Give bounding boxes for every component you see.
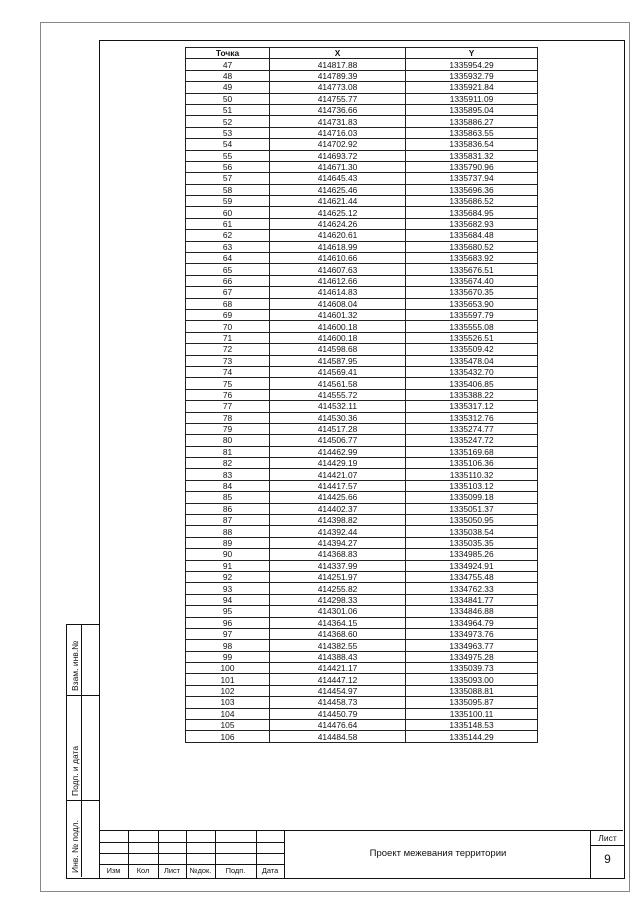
point-cell: 65 xyxy=(186,264,270,275)
sheet-label: Лист xyxy=(591,831,624,846)
point-cell: 98 xyxy=(186,640,270,651)
y-cell: 1335597.79 xyxy=(406,309,538,320)
y-cell: 1335051.37 xyxy=(406,503,538,514)
table-header-row xyxy=(186,48,538,59)
table-row xyxy=(186,355,538,366)
x-cell: 414382.55 xyxy=(270,640,406,651)
x-cell: 414625.12 xyxy=(270,207,406,218)
table-row xyxy=(186,492,538,503)
point-cell: 48 xyxy=(186,70,270,81)
table-row xyxy=(186,560,538,571)
x-cell: 414569.41 xyxy=(270,366,406,377)
table-row xyxy=(186,173,538,184)
point-cell: 58 xyxy=(186,184,270,195)
point-cell: 50 xyxy=(186,93,270,104)
point-cell: 75 xyxy=(186,378,270,389)
col-date: Дата xyxy=(261,866,279,875)
point-cell: 86 xyxy=(186,503,270,514)
y-cell: 1334975.28 xyxy=(406,651,538,662)
side-stamp xyxy=(66,624,99,879)
table-row xyxy=(186,218,538,229)
point-cell: 62 xyxy=(186,230,270,241)
x-cell: 414417.57 xyxy=(270,480,406,491)
table-row xyxy=(186,241,538,252)
x-cell: 414625.46 xyxy=(270,184,406,195)
y-cell: 1334755.48 xyxy=(406,571,538,582)
point-cell: 69 xyxy=(186,309,270,320)
table-row xyxy=(186,515,538,526)
y-cell: 1335432.70 xyxy=(406,366,538,377)
point-cell: 74 xyxy=(186,366,270,377)
x-cell: 414398.82 xyxy=(270,515,406,526)
title-block xyxy=(99,830,623,878)
point-cell: 95 xyxy=(186,606,270,617)
sheet-number: 9 xyxy=(604,852,611,866)
point-cell: 49 xyxy=(186,82,270,93)
x-cell: 414555.72 xyxy=(270,389,406,400)
y-cell: 1334924.91 xyxy=(406,560,538,571)
x-cell: 414301.06 xyxy=(270,606,406,617)
table-row xyxy=(186,184,538,195)
x-cell: 414530.36 xyxy=(270,412,406,423)
x-cell: 414817.88 xyxy=(270,59,406,70)
table-row xyxy=(186,663,538,674)
x-cell: 414429.19 xyxy=(270,458,406,469)
table-row xyxy=(186,628,538,639)
table-row xyxy=(186,196,538,207)
point-cell: 85 xyxy=(186,492,270,503)
y-cell: 1335317.12 xyxy=(406,401,538,412)
table-row xyxy=(186,412,538,423)
y-cell: 1335886.27 xyxy=(406,116,538,127)
table-row xyxy=(186,435,538,446)
y-cell: 1335274.77 xyxy=(406,423,538,434)
point-cell: 92 xyxy=(186,571,270,582)
y-cell: 1335683.92 xyxy=(406,253,538,264)
point-cell: 82 xyxy=(186,458,270,469)
point-cell: 88 xyxy=(186,526,270,537)
point-cell: 93 xyxy=(186,583,270,594)
y-cell: 1335921.84 xyxy=(406,82,538,93)
point-cell: 53 xyxy=(186,127,270,138)
table-row xyxy=(186,116,538,127)
y-cell: 1335388.22 xyxy=(406,389,538,400)
table-row xyxy=(186,309,538,320)
y-cell: 1335509.42 xyxy=(406,344,538,355)
table-row xyxy=(186,549,538,560)
x-cell: 414421.17 xyxy=(270,663,406,674)
point-cell: 99 xyxy=(186,651,270,662)
table-row xyxy=(186,150,538,161)
point-cell: 89 xyxy=(186,537,270,548)
table-row xyxy=(186,253,538,264)
point-cell: 59 xyxy=(186,196,270,207)
point-cell: 68 xyxy=(186,298,270,309)
x-cell: 414476.64 xyxy=(270,720,406,731)
y-cell: 1335526.51 xyxy=(406,332,538,343)
point-cell: 72 xyxy=(186,344,270,355)
x-cell: 414702.92 xyxy=(270,139,406,150)
x-cell: 414731.83 xyxy=(270,116,406,127)
x-cell: 414506.77 xyxy=(270,435,406,446)
y-cell: 1335684.95 xyxy=(406,207,538,218)
y-cell: 1335144.29 xyxy=(406,731,538,742)
x-cell: 414618.99 xyxy=(270,241,406,252)
table-row xyxy=(186,298,538,309)
table-row xyxy=(186,127,538,138)
point-cell: 84 xyxy=(186,480,270,491)
table-row xyxy=(186,708,538,719)
point-cell: 70 xyxy=(186,321,270,332)
y-cell: 1335863.55 xyxy=(406,127,538,138)
y-cell: 1335954.29 xyxy=(406,59,538,70)
y-cell: 1334985.26 xyxy=(406,549,538,560)
y-cell: 1335676.51 xyxy=(406,264,538,275)
x-cell: 414255.82 xyxy=(270,583,406,594)
table-row xyxy=(186,674,538,685)
x-cell: 414454.97 xyxy=(270,685,406,696)
point-cell: 106 xyxy=(186,731,270,742)
document-title: Проект межевания территории xyxy=(369,848,507,859)
y-cell: 1335682.93 xyxy=(406,218,538,229)
point-cell: 61 xyxy=(186,218,270,229)
y-cell: 1335106.36 xyxy=(406,458,538,469)
x-cell: 414561.58 xyxy=(270,378,406,389)
point-cell: 64 xyxy=(186,253,270,264)
table-row xyxy=(186,59,538,70)
side-cell-signature-date xyxy=(67,695,99,801)
y-cell: 1335148.53 xyxy=(406,720,538,731)
point-cell: 51 xyxy=(186,104,270,115)
x-cell: 414298.33 xyxy=(270,594,406,605)
table-row xyxy=(186,70,538,81)
x-cell: 414517.28 xyxy=(270,423,406,434)
x-cell: 414462.99 xyxy=(270,446,406,457)
y-cell: 1335099.18 xyxy=(406,492,538,503)
x-cell: 414671.30 xyxy=(270,161,406,172)
table-row xyxy=(186,207,538,218)
x-cell: 414394.27 xyxy=(270,537,406,548)
table-row xyxy=(186,93,538,104)
y-cell: 1335312.76 xyxy=(406,412,538,423)
table-row xyxy=(186,720,538,731)
x-cell: 414458.73 xyxy=(270,697,406,708)
table-row xyxy=(186,287,538,298)
x-cell: 414484.58 xyxy=(270,731,406,742)
y-cell: 1334846.88 xyxy=(406,606,538,617)
y-cell: 1335169.68 xyxy=(406,446,538,457)
point-cell: 66 xyxy=(186,275,270,286)
point-cell: 67 xyxy=(186,287,270,298)
x-cell: 414621.44 xyxy=(270,196,406,207)
y-cell: 1335831.32 xyxy=(406,150,538,161)
col-sheet: Лист xyxy=(163,866,181,875)
table-row xyxy=(186,378,538,389)
x-cell: 414614.83 xyxy=(270,287,406,298)
revision-grid xyxy=(99,831,284,878)
side-cell-replacement xyxy=(67,625,99,696)
x-cell: 414716.03 xyxy=(270,127,406,138)
header-y: Y xyxy=(406,48,538,59)
y-cell: 1335790.96 xyxy=(406,161,538,172)
x-cell: 414421.07 xyxy=(270,469,406,480)
y-cell: 1335110.32 xyxy=(406,469,538,480)
x-cell: 414532.11 xyxy=(270,401,406,412)
table-row xyxy=(186,469,538,480)
point-cell: 56 xyxy=(186,161,270,172)
header-point: Точка xyxy=(186,48,270,59)
table-row xyxy=(186,264,538,275)
x-cell: 414607.63 xyxy=(270,264,406,275)
table-row xyxy=(186,503,538,514)
point-cell: 101 xyxy=(186,674,270,685)
point-cell: 105 xyxy=(186,720,270,731)
x-cell: 414612.66 xyxy=(270,275,406,286)
point-cell: 90 xyxy=(186,549,270,560)
x-cell: 414789.39 xyxy=(270,70,406,81)
point-cell: 73 xyxy=(186,355,270,366)
table-row xyxy=(186,480,538,491)
x-cell: 414608.04 xyxy=(270,298,406,309)
point-cell: 97 xyxy=(186,628,270,639)
x-cell: 414251.97 xyxy=(270,571,406,582)
x-cell: 414364.15 xyxy=(270,617,406,628)
y-cell: 1335035.35 xyxy=(406,537,538,548)
side-label-original-inventory: Инв. № подл. xyxy=(70,820,80,873)
point-cell: 79 xyxy=(186,423,270,434)
table-row xyxy=(186,606,538,617)
side-label-replacement: Взам. инв.№ xyxy=(70,640,80,691)
col-signature: Подп. xyxy=(225,866,246,875)
y-cell: 1334964.79 xyxy=(406,617,538,628)
y-cell: 1334963.77 xyxy=(406,640,538,651)
y-cell: 1335653.90 xyxy=(406,298,538,309)
document-title-cell xyxy=(284,831,591,878)
col-change: Изм xyxy=(106,866,121,875)
y-cell: 1335247.72 xyxy=(406,435,538,446)
table-row xyxy=(186,332,538,343)
x-cell: 414620.61 xyxy=(270,230,406,241)
table-row xyxy=(186,731,538,742)
y-cell: 1335686.52 xyxy=(406,196,538,207)
point-cell: 52 xyxy=(186,116,270,127)
point-cell: 57 xyxy=(186,173,270,184)
table-row xyxy=(186,104,538,115)
x-cell: 414600.18 xyxy=(270,332,406,343)
point-cell: 103 xyxy=(186,697,270,708)
x-cell: 414624.26 xyxy=(270,218,406,229)
point-cell: 104 xyxy=(186,708,270,719)
x-cell: 414693.72 xyxy=(270,150,406,161)
table-row xyxy=(186,458,538,469)
table-row xyxy=(186,685,538,696)
point-cell: 47 xyxy=(186,59,270,70)
x-cell: 414773.08 xyxy=(270,82,406,93)
point-cell: 87 xyxy=(186,515,270,526)
x-cell: 414368.60 xyxy=(270,628,406,639)
y-cell: 1335103.12 xyxy=(406,480,538,491)
y-cell: 1335406.85 xyxy=(406,378,538,389)
x-cell: 414600.18 xyxy=(270,321,406,332)
col-doc-number: №док. xyxy=(189,866,212,875)
table-row xyxy=(186,697,538,708)
header-x: X xyxy=(270,48,406,59)
table-row xyxy=(186,82,538,93)
y-cell: 1335737.94 xyxy=(406,173,538,184)
y-cell: 1335039.73 xyxy=(406,663,538,674)
table-row xyxy=(186,389,538,400)
point-cell: 96 xyxy=(186,617,270,628)
table-row xyxy=(186,651,538,662)
table-row xyxy=(186,571,538,582)
y-cell: 1335088.81 xyxy=(406,685,538,696)
table-row xyxy=(186,537,538,548)
y-cell: 1335478.04 xyxy=(406,355,538,366)
side-label-signature-date: Подп. и дата xyxy=(70,745,80,796)
y-cell: 1335038.54 xyxy=(406,526,538,537)
point-cell: 54 xyxy=(186,139,270,150)
sheet-cell xyxy=(590,831,624,878)
y-cell: 1335095.87 xyxy=(406,697,538,708)
table-row xyxy=(186,401,538,412)
table-row xyxy=(186,344,538,355)
x-cell: 414337.99 xyxy=(270,560,406,571)
coordinates-table xyxy=(185,47,538,743)
table-row xyxy=(186,583,538,594)
y-cell: 1335093.00 xyxy=(406,674,538,685)
y-cell: 1335555.08 xyxy=(406,321,538,332)
y-cell: 1335674.40 xyxy=(406,275,538,286)
table-row xyxy=(186,594,538,605)
y-cell: 1335100.11 xyxy=(406,708,538,719)
x-cell: 414601.32 xyxy=(270,309,406,320)
x-cell: 414447.12 xyxy=(270,674,406,685)
point-cell: 55 xyxy=(186,150,270,161)
y-cell: 1335050.95 xyxy=(406,515,538,526)
x-cell: 414587.95 xyxy=(270,355,406,366)
point-cell: 63 xyxy=(186,241,270,252)
table-row xyxy=(186,423,538,434)
col-count: Кол xyxy=(136,866,150,875)
x-cell: 414425.66 xyxy=(270,492,406,503)
x-cell: 414598.68 xyxy=(270,344,406,355)
y-cell: 1335684.48 xyxy=(406,230,538,241)
y-cell: 1335696.36 xyxy=(406,184,538,195)
table-row xyxy=(186,446,538,457)
point-cell: 60 xyxy=(186,207,270,218)
side-cell-original-inventory xyxy=(67,800,99,877)
y-cell: 1335911.09 xyxy=(406,93,538,104)
x-cell: 414645.43 xyxy=(270,173,406,184)
point-cell: 102 xyxy=(186,685,270,696)
table-row xyxy=(186,161,538,172)
x-cell: 414392.44 xyxy=(270,526,406,537)
point-cell: 100 xyxy=(186,663,270,674)
table-row xyxy=(186,526,538,537)
table-row xyxy=(186,366,538,377)
y-cell: 1334841.77 xyxy=(406,594,538,605)
x-cell: 414368.83 xyxy=(270,549,406,560)
table-row xyxy=(186,640,538,651)
table-row xyxy=(186,275,538,286)
x-cell: 414755.77 xyxy=(270,93,406,104)
y-cell: 1335895.04 xyxy=(406,104,538,115)
x-cell: 414450.79 xyxy=(270,708,406,719)
table-row xyxy=(186,139,538,150)
y-cell: 1334973.76 xyxy=(406,628,538,639)
y-cell: 1335670.35 xyxy=(406,287,538,298)
x-cell: 414736.66 xyxy=(270,104,406,115)
y-cell: 1335680.52 xyxy=(406,241,538,252)
point-cell: 78 xyxy=(186,412,270,423)
point-cell: 81 xyxy=(186,446,270,457)
y-cell: 1335836.54 xyxy=(406,139,538,150)
y-cell: 1334762.33 xyxy=(406,583,538,594)
point-cell: 77 xyxy=(186,401,270,412)
point-cell: 83 xyxy=(186,469,270,480)
x-cell: 414388.43 xyxy=(270,651,406,662)
point-cell: 80 xyxy=(186,435,270,446)
table-row xyxy=(186,617,538,628)
table-row xyxy=(186,321,538,332)
x-cell: 414402.37 xyxy=(270,503,406,514)
table-row xyxy=(186,230,538,241)
point-cell: 94 xyxy=(186,594,270,605)
point-cell: 71 xyxy=(186,332,270,343)
point-cell: 91 xyxy=(186,560,270,571)
point-cell: 76 xyxy=(186,389,270,400)
x-cell: 414610.66 xyxy=(270,253,406,264)
y-cell: 1335932.79 xyxy=(406,70,538,81)
